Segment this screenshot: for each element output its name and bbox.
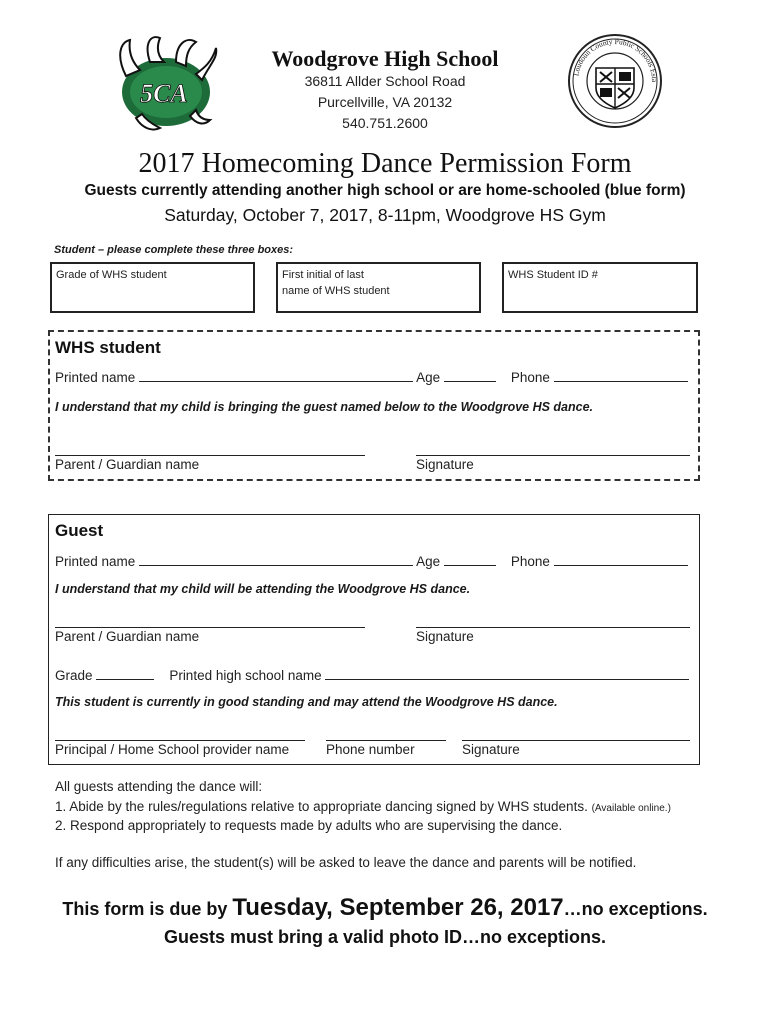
seal-icon bbox=[566, 32, 664, 130]
due-date-notice bbox=[0, 894, 770, 922]
guest-signature-field[interactable] bbox=[416, 627, 690, 628]
whs-signature-label: Signature bbox=[416, 457, 474, 472]
grade-box[interactable] bbox=[50, 262, 255, 313]
guest-printed-name-row bbox=[55, 553, 688, 569]
guest-grade-field[interactable] bbox=[96, 667, 154, 680]
svg-text:5CA: 5CA bbox=[140, 79, 188, 108]
guest-printed-name-label: Printed name bbox=[55, 554, 136, 569]
student-id-box[interactable] bbox=[502, 262, 698, 313]
whs-printed-name-field[interactable] bbox=[139, 369, 413, 382]
guest-grade-school-row bbox=[55, 667, 689, 683]
guest-age-field[interactable] bbox=[444, 553, 496, 566]
guest-guardian-name-field[interactable] bbox=[55, 627, 365, 628]
school-name: Woodgrove High School bbox=[271, 46, 499, 71]
due-suffix: …no exceptions. bbox=[563, 899, 708, 919]
last-initial-label-2: name of WHS student bbox=[282, 285, 390, 297]
rules-item-1 bbox=[55, 799, 671, 814]
principal-phone-field[interactable] bbox=[326, 740, 446, 741]
principal-signature-label: Signature bbox=[462, 742, 520, 757]
event-details: Saturday, October 7, 2017, 8-11pm, Woodgrove HS Gym bbox=[164, 205, 606, 225]
grade-box-label: Grade of WHS student bbox=[56, 269, 167, 281]
whs-printed-name-label: Printed name bbox=[55, 370, 136, 385]
guest-printed-name-field[interactable] bbox=[139, 553, 413, 566]
svg-text:Loudoun County Public Schools: Loudoun County Public Schools Esta bbox=[571, 36, 660, 83]
guest-standing-statement: This student is currently in good standing and may attend the Woodgrove HS dance. bbox=[55, 695, 558, 709]
county-seal bbox=[566, 32, 664, 130]
address-line1: 36811 Allder School Road bbox=[304, 73, 466, 89]
principal-signature-field[interactable] bbox=[462, 740, 690, 741]
photo-id-notice: Guests must bring a valid photo ID…no exceptions. bbox=[163, 927, 607, 947]
principal-name-label: Principal / Home School provider name bbox=[55, 742, 290, 757]
student-boxes-instruction: Student – please complete these three boxes: bbox=[54, 244, 294, 256]
rules-intro: All guests attending the dance will: bbox=[55, 779, 263, 794]
guest-school-field[interactable] bbox=[325, 667, 689, 680]
guest-age-label: Age bbox=[416, 554, 441, 569]
rules-item-1-note: (Available online.) bbox=[591, 803, 671, 814]
school-phone: 540.751.2600 bbox=[342, 115, 428, 131]
whs-statement: I understand that my child is bringing the guest named below to the Woodgrove HS dance. bbox=[55, 400, 594, 414]
last-initial-box[interactable] bbox=[276, 262, 481, 313]
guest-phone-label: Phone bbox=[510, 554, 550, 569]
form-title: 2017 Homecoming Dance Permission Form bbox=[138, 148, 632, 179]
rules-item-1-text: 1. Abide by the rules/regulations relative to appropriate dancing signed by WHS students. bbox=[55, 799, 588, 814]
whs-printed-name-row bbox=[55, 369, 688, 385]
guest-statement: I understand that my child will be attending the Woodgrove HS dance. bbox=[55, 582, 471, 596]
student-id-label: WHS Student ID # bbox=[508, 269, 598, 281]
whs-phone-field[interactable] bbox=[554, 369, 688, 382]
whs-signature-field[interactable] bbox=[416, 455, 690, 456]
guest-phone-field[interactable] bbox=[554, 553, 688, 566]
form-subtitle: Guests currently attending another high school or are home-schooled (blue form) bbox=[84, 182, 686, 199]
whs-guardian-label: Parent / Guardian name bbox=[55, 457, 200, 472]
whs-age-label: Age bbox=[416, 370, 441, 385]
principal-name-field[interactable] bbox=[55, 740, 305, 741]
address-line2: Purcellville, VA 20132 bbox=[317, 94, 453, 110]
whs-heading: WHS student bbox=[55, 338, 161, 357]
due-prefix: This form is due by bbox=[62, 899, 233, 919]
due-date: Tuesday, September 26, 2017 bbox=[232, 894, 564, 921]
guest-grade-label: Grade bbox=[55, 668, 93, 683]
rules-item-2: 2. Respond appropriately to requests made by adults who are supervising the dance. bbox=[55, 818, 563, 833]
principal-phone-label: Phone number bbox=[326, 742, 415, 757]
whs-phone-label: Phone bbox=[510, 370, 550, 385]
guest-school-label: Printed high school name bbox=[169, 668, 322, 683]
guest-heading: Guest bbox=[55, 521, 104, 540]
whs-age-field[interactable] bbox=[444, 369, 496, 382]
guest-guardian-label: Parent / Guardian name bbox=[55, 629, 200, 644]
guest-signature-label: Signature bbox=[416, 629, 474, 644]
last-initial-label-1: First initial of last bbox=[282, 269, 364, 281]
difficulties-notice: If any difficulties arise, the student(s) will be asked to leave the dance and parents will be notified. bbox=[55, 855, 637, 870]
whs-guardian-name-field[interactable] bbox=[55, 455, 365, 456]
